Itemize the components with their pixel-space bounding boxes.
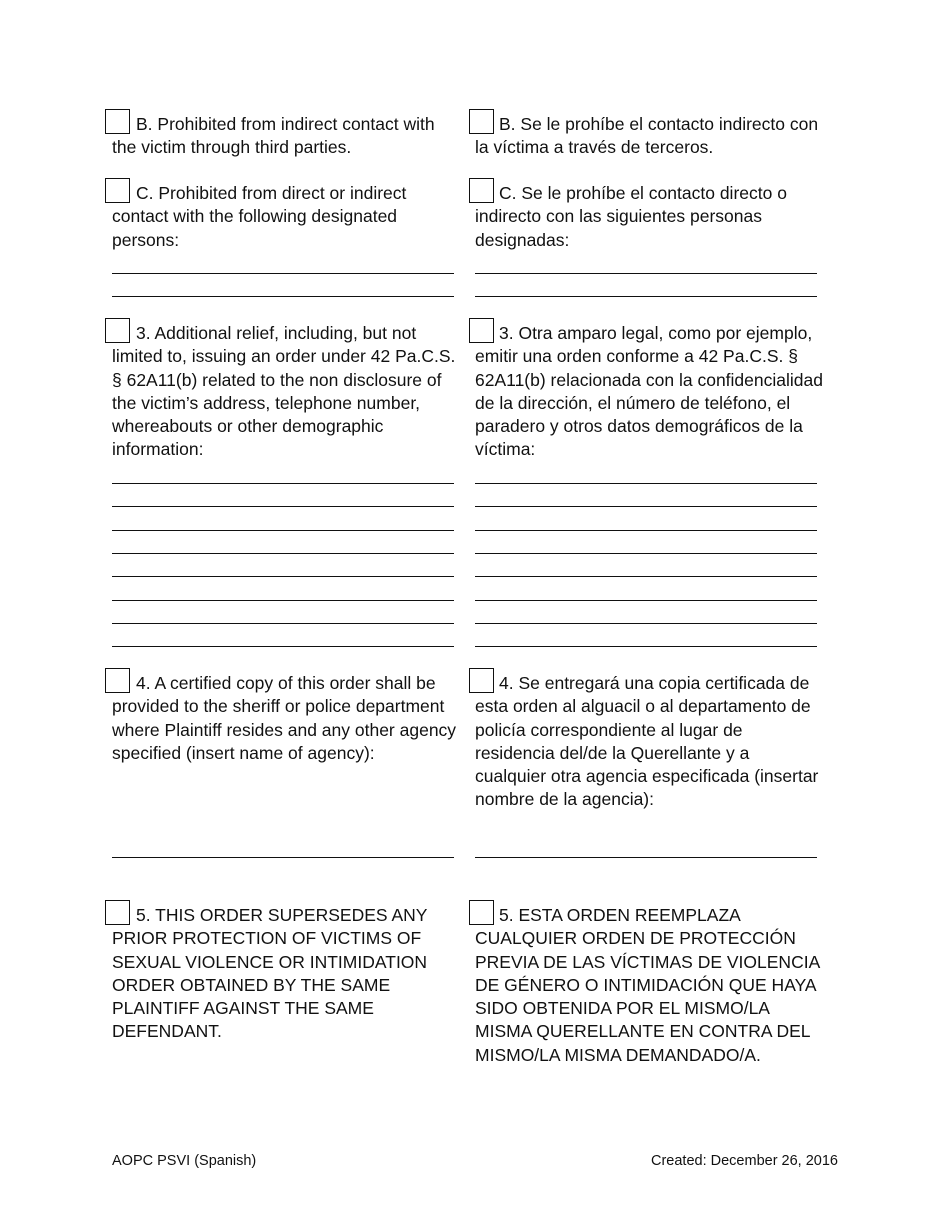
checkbox-3-en[interactable] (105, 318, 130, 343)
item-5-es (475, 904, 823, 1067)
blank-line[interactable] (112, 464, 460, 487)
checkbox-5-es[interactable] (469, 900, 494, 925)
item-c-en (112, 182, 460, 300)
checkbox-4-es[interactable] (469, 668, 494, 693)
footer-form-id: AOPC PSVI (Spanish) (112, 1153, 257, 1169)
agency-blank-en (112, 838, 460, 861)
blank-line[interactable] (112, 534, 460, 557)
blank-line[interactable] (112, 487, 460, 510)
item-3-en (112, 322, 460, 650)
blank-lines (112, 254, 460, 301)
blank-line[interactable] (112, 604, 460, 627)
item-3-es (475, 322, 823, 650)
item-4-en (112, 672, 460, 765)
footer-created-date: Created: December 26, 2016 (651, 1153, 838, 1169)
checkbox-b-es[interactable] (469, 109, 494, 134)
blank-line[interactable] (475, 487, 823, 510)
item-4-en-text: 4. A certified copy of this order shall be provided to the sheriff or police department where Plaintiff resides and any other agency specified (insert name of agency): (112, 673, 457, 763)
item-5-en-text: 5. THIS ORDER SUPERSEDES ANY PRIOR PROTECTION OF VICTIMS OF SEXUAL VIOLENCE OR INTIMIDATION ORDER OBTAINED BY THE SAME PLAINTIFF AGAINST THE SAME DEFENDANT. (112, 905, 428, 1042)
blank-line[interactable] (475, 557, 823, 580)
item-c-es-text: C. Se le prohíbe el contacto directo o indirecto con las siguientes personas designadas: (475, 183, 787, 250)
item-5-es-text: 5. ESTA ORDEN REEMPLAZA CUALQUIER ORDEN DE PROTECCIÓN PREVIA DE LAS VÍCTIMAS DE VIOLENCIA DE GÉNERO O INTIMIDACIÓN QUE HAYA SIDO OBTENIDA POR EL MISMO/LA MISMA QUERELLANTE EN CONTRA DEL MISMO/LA MISMA DEMANDADO/A. (475, 905, 820, 1065)
item-3-es-text: 3. Otra amparo legal, como por ejemplo, emitir una orden conforme a 42 Pa.C.S. § 62A11(b) relacionada con la confidencialidad de la dirección, el número de teléfono, el paradero y otros datos demográficos de la víctima: (475, 323, 823, 460)
checkbox-4-en[interactable] (105, 668, 130, 693)
blank-line[interactable] (475, 277, 823, 300)
checkbox-3-es[interactable] (469, 318, 494, 343)
item-4-es-text: 4. Se entregará una copia certificada de esta orden al alguacil o al departamento de policía correspondiente al lugar de residencia del/de la Querellante y a cualquier otra agencia especificada (insertar nombre de la agencia): (475, 673, 819, 810)
blank-line[interactable] (475, 627, 823, 650)
item-b-es-text: B. Se le prohíbe el contacto indirecto con la víctima a través de terceros. (475, 114, 819, 158)
blank-lines (475, 464, 823, 650)
blank-line[interactable] (112, 580, 460, 603)
blank-lines (112, 464, 460, 650)
blank-lines (475, 254, 823, 301)
blank-line[interactable] (475, 580, 823, 603)
blank-line[interactable] (112, 277, 460, 300)
blank-line[interactable] (112, 627, 460, 650)
checkbox-b-en[interactable] (105, 109, 130, 134)
item-3-en-text: 3. Additional relief, including, but not limited to, issuing an order under 42 Pa.C.S. § 62A11(b) related to the non disclosure of the victim’s address, telephone number, whereabouts or other demographic information: (112, 323, 456, 460)
blank-line[interactable] (475, 534, 823, 557)
blank-line[interactable] (475, 838, 823, 861)
blank-line[interactable] (112, 557, 460, 580)
checkbox-5-en[interactable] (105, 900, 130, 925)
item-b-en (112, 113, 460, 160)
checkbox-c-es[interactable] (469, 178, 494, 203)
item-b-en-text: B. Prohibited from indirect contact with the victim through third parties. (112, 114, 435, 158)
blank-line[interactable] (475, 604, 823, 627)
blank-line[interactable] (475, 254, 823, 277)
blank-line[interactable] (112, 510, 460, 533)
item-b-es (475, 113, 823, 160)
blank-line[interactable] (112, 838, 460, 861)
item-c-en-text: C. Prohibited from direct or indirect contact with the following designated persons: (112, 183, 407, 250)
blank-line[interactable] (112, 254, 460, 277)
agency-blank-es (475, 838, 823, 861)
item-5-en (112, 904, 460, 1044)
blank-line[interactable] (475, 510, 823, 533)
item-4-es (475, 672, 823, 812)
checkbox-c-en[interactable] (105, 178, 130, 203)
blank-line[interactable] (475, 464, 823, 487)
item-c-es (475, 182, 823, 300)
